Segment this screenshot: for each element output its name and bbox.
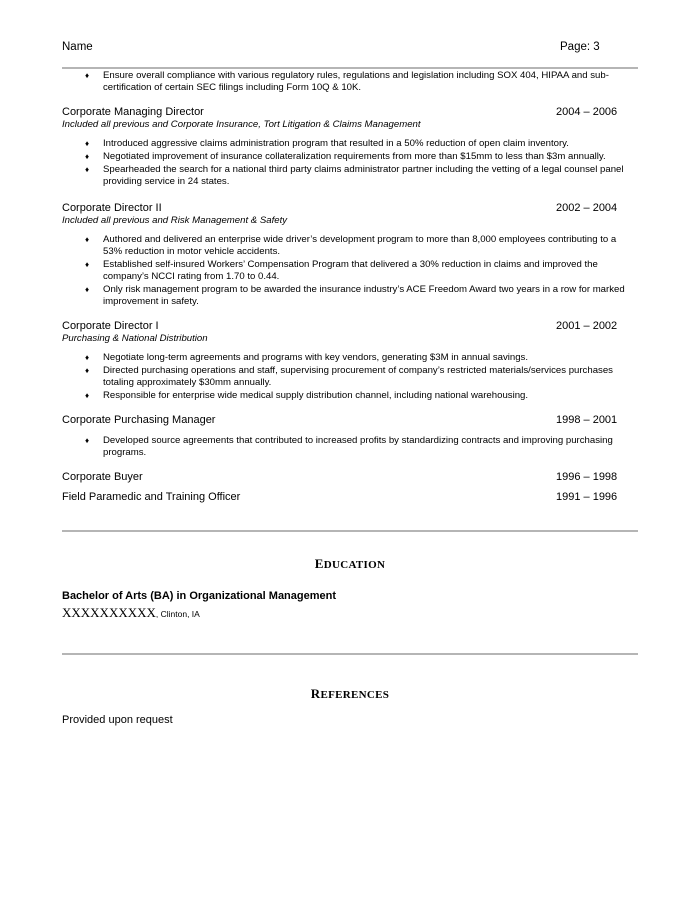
- list-item: ♦ Negotiate long-term agreements and programs with key vendors, generating $3M in annual savings.: [62, 352, 638, 364]
- continued-bullet-list: [62, 70, 638, 94]
- school-name: XXXXXXXXXX: [62, 605, 156, 620]
- list-item: ♦ Spearheaded the search for a national third party claims administrator partner including the vetting of a legal counsel panel providing service in 24 states.: [62, 164, 638, 188]
- job-entry: [62, 470, 638, 484]
- job-title: Corporate Managing Director: [62, 106, 204, 118]
- page-number: Page: 3: [560, 41, 600, 53]
- job-entry: [62, 105, 638, 188]
- list-item: ♦ Negotiated improvement of insurance collateralization requirements from more than $15mm to less than $3m annually.: [62, 151, 638, 163]
- job-bullet-list: [62, 138, 638, 188]
- list-item: ♦ Ensure overall compliance with various regulatory rules, regulations and legislation including SOX 404, HIPAA and sub-certification of certain SEC filings including Form 10Q & 10K.: [62, 70, 638, 94]
- references-heading: REFERENCES: [310, 686, 390, 701]
- job-years: 2004 – 2006: [556, 106, 618, 118]
- job-bullet-list: [62, 352, 638, 402]
- list-item: ♦ Only risk management program to be awarded the insurance industry’s ACE Freedom Award two years in a row for marked improvement in safety.: [62, 284, 638, 308]
- job-entry: [62, 490, 638, 504]
- job-bullet-list: [62, 234, 638, 308]
- references-text: Provided upon request: [62, 714, 173, 726]
- education-heading: EDUCATION: [314, 556, 386, 571]
- header-name: Name: [62, 41, 93, 53]
- section-divider: [62, 653, 638, 655]
- job-years: 2002 – 2004: [556, 202, 618, 214]
- job-entry: [62, 319, 638, 402]
- job-bullet-list: [62, 435, 638, 459]
- job-title: Field Paramedic and Training Officer: [62, 491, 241, 503]
- job-subtitle: Purchasing & National Distribution: [62, 333, 208, 344]
- school-location: , Clinton, IA: [155, 609, 200, 619]
- job-subtitle: Included all previous and Corporate Insurance, Tort Litigation & Claims Management: [62, 119, 421, 130]
- job-title: Corporate Buyer: [62, 471, 143, 483]
- section-divider: [62, 530, 638, 532]
- list-item: ♦ Developed source agreements that contributed to increased profits by standardizing contracts and improving purchasing programs.: [62, 435, 638, 459]
- job-subtitle: Included all previous and Risk Management & Safety: [62, 215, 288, 226]
- list-item: ♦ Directed purchasing operations and staff, supervising procurement of company’s restricted materials/services purchases totaling approximately $30mm annually.: [62, 365, 638, 389]
- header-divider: [62, 67, 638, 69]
- job-title: Corporate Director II: [62, 202, 162, 214]
- job-entry: [62, 201, 638, 308]
- job-years: 1998 – 2001: [556, 414, 618, 426]
- job-title: Corporate Director I: [62, 320, 159, 332]
- list-item: ♦ Introduced aggressive claims administration program that resulted in a 50% reduction of open claim inventory.: [62, 138, 638, 150]
- job-entry: [62, 413, 638, 459]
- experience-section: [62, 70, 638, 504]
- job-years: 1996 – 1998: [556, 471, 618, 483]
- job-years: 1991 – 1996: [556, 491, 618, 503]
- list-item: ♦ Responsible for enterprise wide medical supply distribution channel, including national warehousing.: [62, 390, 638, 402]
- school-line: [62, 605, 200, 621]
- list-item: ♦ Established self-insured Workers’ Compensation Program that delivered a 30% reduction in claims and improved the company’s NCCI rating from 1.70 to 0.44.: [62, 259, 638, 283]
- degree-title: Bachelor of Arts (BA) in Organizational Management: [62, 590, 337, 602]
- job-years: 2001 – 2002: [556, 320, 618, 332]
- list-item: ♦ Authored and delivered an enterprise wide driver’s development program to more than 8,000 employees contributing to a 53% reduction in motor vehicle accidents.: [62, 234, 638, 258]
- job-title: Corporate Purchasing Manager: [62, 414, 216, 426]
